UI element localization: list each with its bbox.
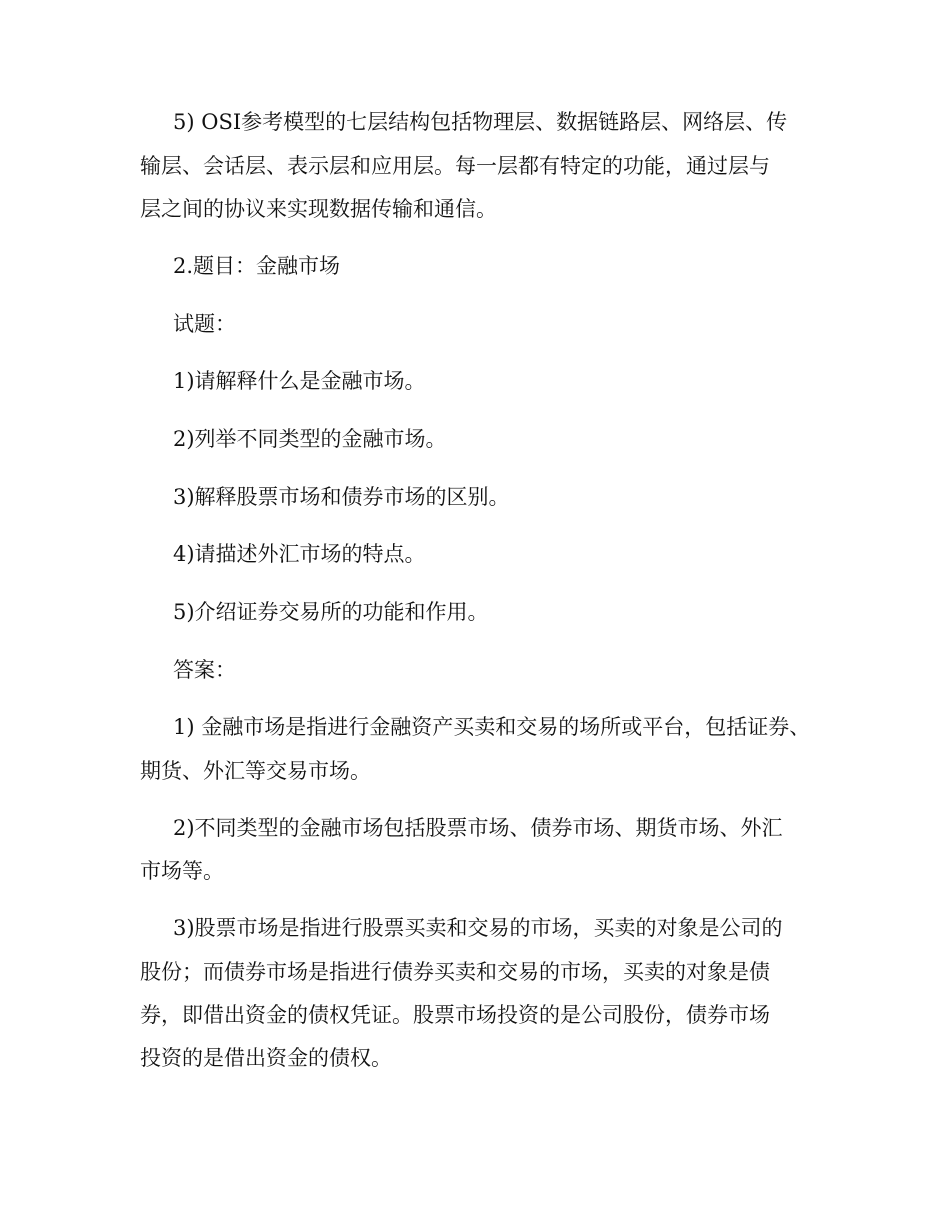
question-1: 1)请解释什么是金融市场。 <box>173 369 426 393</box>
osi-model-line-3: 层之间的协议来实现数据传输和通信。 <box>140 197 497 221</box>
question-4: 4)请描述外汇市场的特点。 <box>173 542 426 566</box>
osi-model-line-2: 输层、会话层、表示层和应用层。每一层都有特定的功能，通过层与 <box>140 154 770 178</box>
questions-heading: 试题： <box>173 312 236 336</box>
answer-1-line-1: 1) 金融市场是指进行金融资产买卖和交易的场所或平台，包括证券、 <box>173 715 811 739</box>
answers-heading: 答案： <box>173 658 236 682</box>
osi-model-line-1: 5) OSI参考模型的七层结构包括物理层、数据链路层、网络层、传 <box>173 110 788 134</box>
topic-title: 2.题目：金融市场 <box>173 254 341 278</box>
question-2: 2)列举不同类型的金融市场。 <box>173 427 447 451</box>
question-5: 5)介绍证券交易所的功能和作用。 <box>173 600 489 624</box>
answer-3-line-1: 3)股票市场是指进行股票买卖和交易的市场，买卖的对象是公司的 <box>173 916 783 940</box>
answer-3-line-3: 券，即借出资金的债权凭证。股票市场投资的是公司股份，债券市场 <box>140 1003 770 1027</box>
answer-3-line-4: 投资的是借出资金的债权。 <box>140 1046 392 1070</box>
question-3: 3)解释股票市场和债券市场的区别。 <box>173 485 510 509</box>
answer-3-line-2: 股份；而债券市场是指进行债券买卖和交易的市场，买卖的对象是债 <box>140 960 770 984</box>
answer-2-line-2: 市场等。 <box>140 859 224 883</box>
answer-1-line-2: 期货、外汇等交易市场。 <box>140 759 371 783</box>
answer-2-line-1: 2)不同类型的金融市场包括股票市场、债券市场、期货市场、外汇 <box>173 816 783 840</box>
